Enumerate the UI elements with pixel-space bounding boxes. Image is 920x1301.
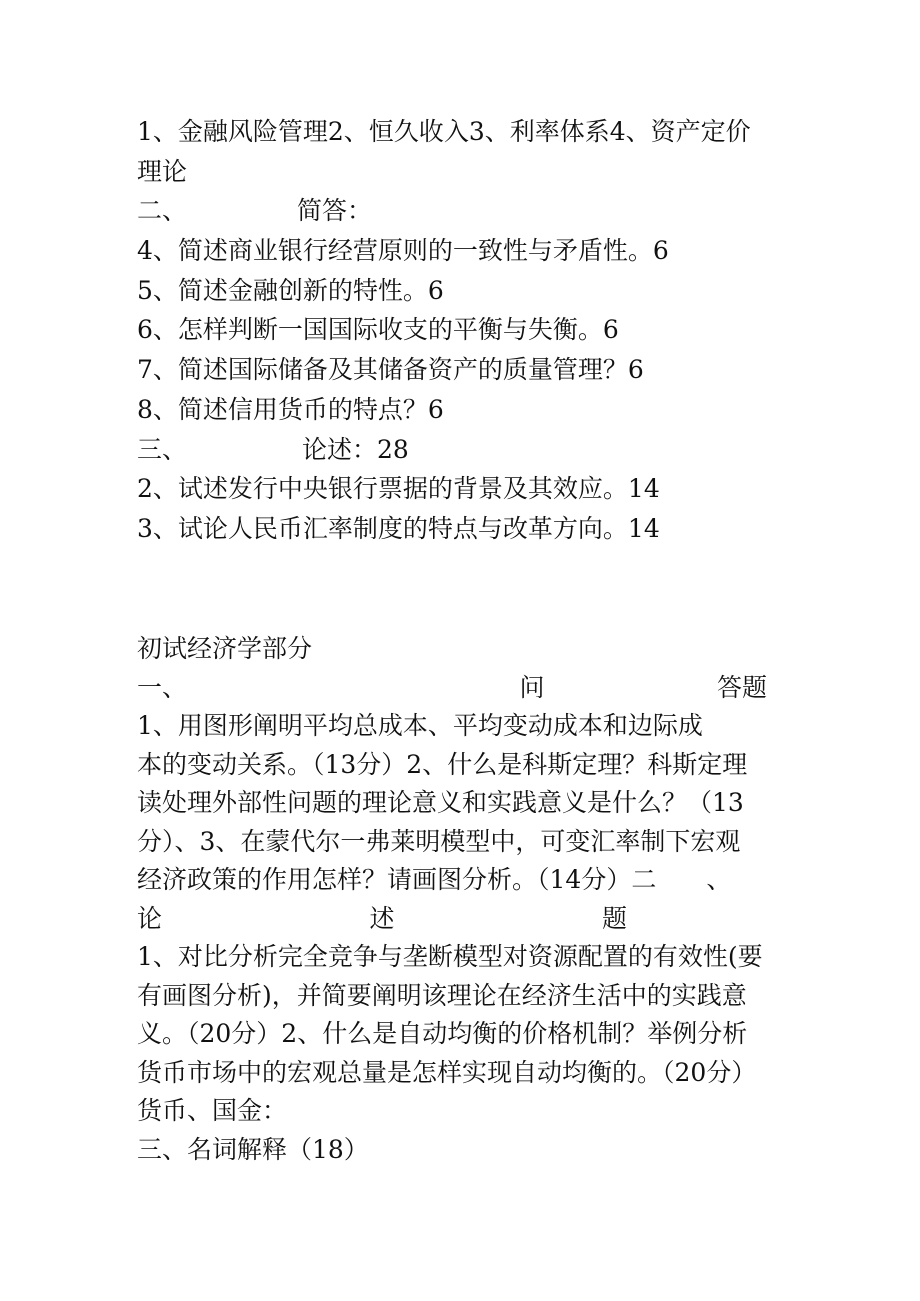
essay-number: 三、 [137, 434, 188, 464]
qa-heading-part1: 问 [519, 672, 545, 702]
short-question: 8、简述信用货币的特点？6 [137, 394, 444, 424]
finance-section [137, 112, 787, 549]
essay-heading-char2: 述 [369, 903, 395, 933]
econ-text-line: 货币市场中的宏观总量是怎样实现自动均衡的。（20分） [137, 1057, 757, 1087]
qa-heading [137, 669, 787, 708]
econ-text-line: 1、对比分析完全竞争与垄断模型对资源配置的有效性(要 [137, 942, 763, 971]
econ-text-line: 1、用图形阐明平均总成本、平均变动成本和边际成 [137, 711, 703, 740]
short-question: 4、简述商业银行经营原则的一致性与矛盾性。6 [137, 236, 669, 266]
short-question: 5、简述金融创新的特性。6 [137, 275, 444, 305]
econ-text-line: 经济政策的作用怎样？请画图分析。（14分）二 、 [137, 865, 732, 894]
essay-heading [137, 430, 787, 470]
essay-question-heading [137, 900, 787, 939]
essay-question: 2、试述发行中央银行票据的背景及其效应。14 [137, 474, 660, 504]
short-answer-heading [137, 191, 787, 231]
economics-title: 初试经济学部分 [137, 634, 313, 663]
essay-label: 论述：28 [302, 434, 409, 464]
short-answer-label: 简答： [297, 196, 373, 226]
economics-section [137, 630, 787, 1169]
econ-text-line: 有画图分析)，并简要阐明该理论在经济生活中的实践意 [137, 980, 747, 1010]
short-question: 6、怎样判断一国国际收支的平衡与失衡。6 [137, 315, 619, 345]
econ-text-line: 读处理外部性问题的理论意义和实践意义是什么？（13 [137, 788, 744, 817]
essay-heading-char3: 题 [601, 903, 627, 933]
econ-text-line: 分）、3、在蒙代尔一弗莱明模型中，可变汇率制下宏观 [137, 826, 741, 856]
short-question: 7、简述国际储备及其储备资产的质量管理？6 [137, 355, 644, 385]
terms-line-1: 1、金融风险管理2、恒久收入3、利率体系4、资产定价 [137, 117, 751, 146]
qa-heading-part2: 答题 [716, 672, 767, 702]
essay-question: 3、试论人民币汇率制度的特点与改革方向。14 [137, 513, 660, 543]
terms-line-2: 理论 [137, 156, 188, 186]
essay-heading-char1: 论 [137, 903, 163, 933]
econ-text-line: 义。（20分）2、什么是自动均衡的价格机制？举例分析 [137, 1019, 748, 1048]
econ-text-line: 三、名词解释（18） [137, 1134, 369, 1164]
econ-text-line: 本的变动关系。（13分）2、什么是科斯定理？科斯定理 [137, 749, 748, 779]
qa-heading-number: 一、 [137, 672, 188, 702]
short-answer-number: 二、 [137, 196, 188, 226]
econ-text-line: 货币、国金： [137, 1096, 288, 1125]
